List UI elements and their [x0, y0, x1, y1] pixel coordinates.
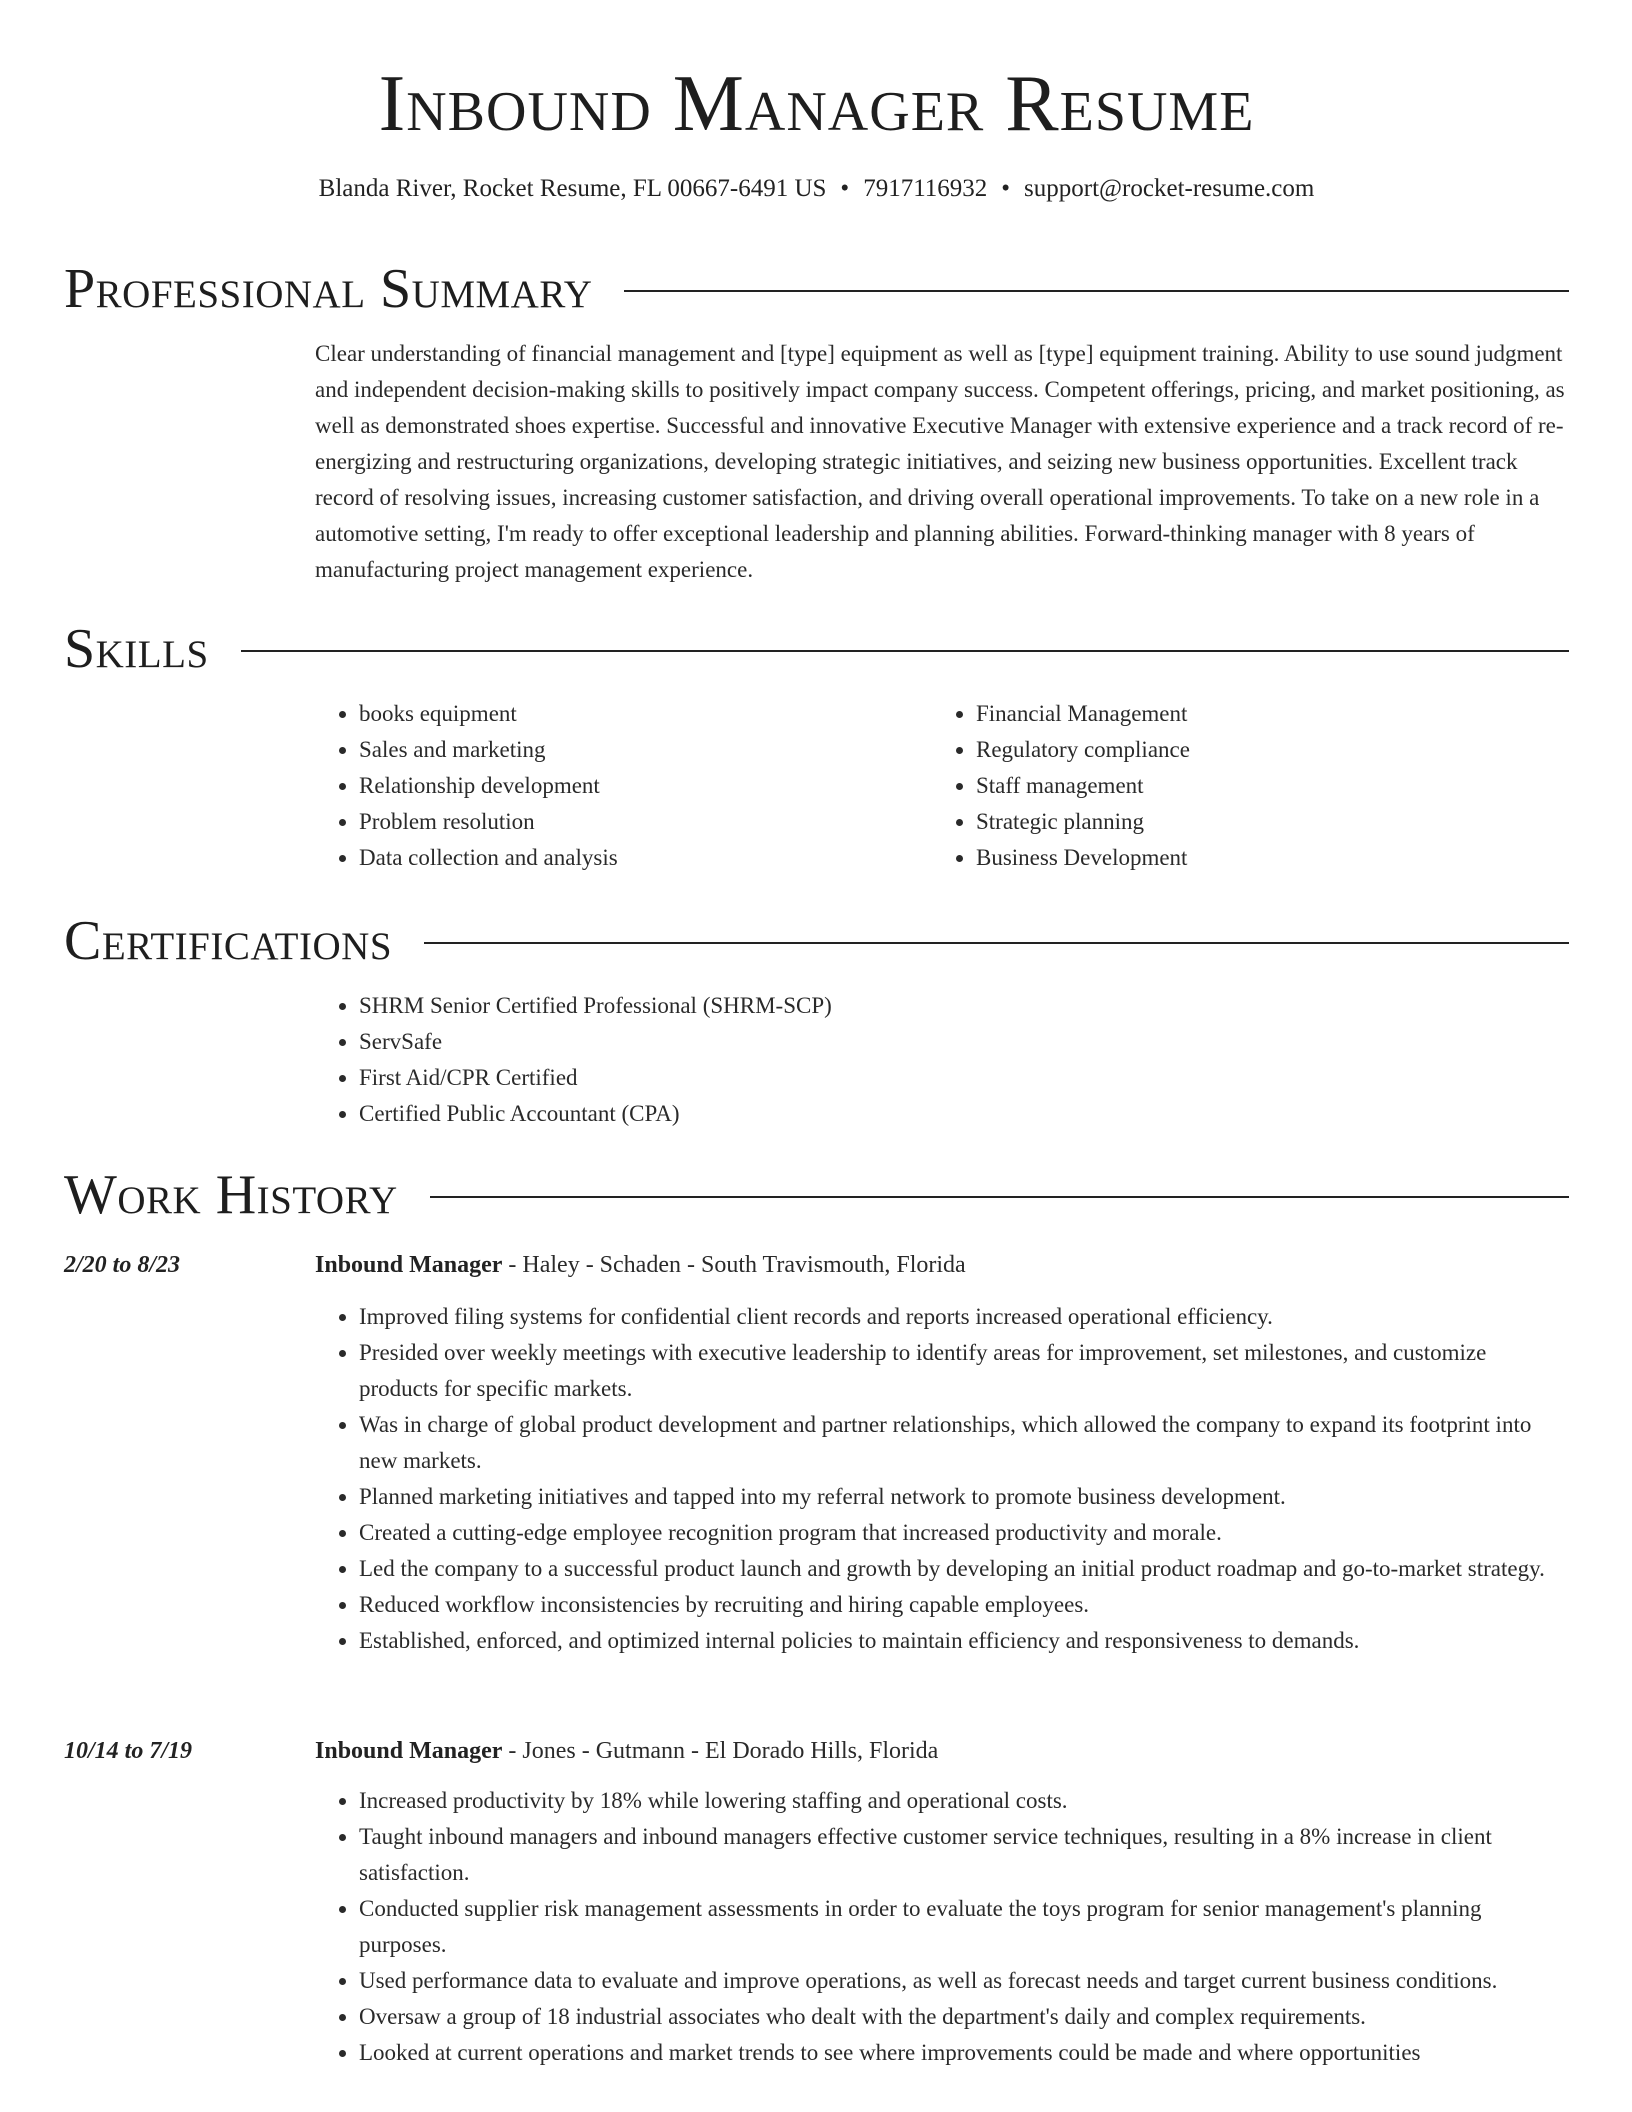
job-header-row — [64, 1733, 1569, 1769]
certification-item: • SHRM Senior Certified Professional (SHRM-SCP) — [359, 988, 1569, 1024]
summary-section — [64, 258, 1569, 588]
certifications-section — [64, 910, 1569, 1132]
job-bullet: • Oversaw a group of 18 industrial associates who dealt with the department's daily and complex requirements. — [359, 1999, 1569, 2035]
job-bullet: • Reduced workflow inconsistencies by recruiting and hiring capable employees. — [359, 1587, 1569, 1623]
job-bullet: • Established, enforced, and optimized internal policies to maintain efficiency and responsiveness to demands. — [359, 1623, 1569, 1659]
contact-phone: 7917116932 — [863, 175, 988, 202]
section-divider — [624, 290, 1569, 292]
section-title-certifications: Certifications — [64, 910, 393, 972]
job-dates: 2/20 to 8/23 — [64, 1252, 181, 1278]
job-bullet: • Taught inbound managers and inbound managers effective customer service techniques, resulting in a 8% increase in client satisfaction. — [359, 1819, 1569, 1891]
job-dates: 10/14 to 7/19 — [64, 1738, 193, 1764]
skill-item: • Business Development — [976, 840, 1549, 876]
certification-item: • First Aid/CPR Certified — [359, 1060, 1569, 1096]
skills-list-right — [932, 696, 1549, 876]
skills-section — [64, 618, 1569, 876]
job-entry — [64, 1733, 1569, 2071]
work-history-section — [64, 1164, 1569, 1226]
section-header — [64, 1164, 1569, 1226]
summary-text: Clear understanding of financial management and [type] equipment as well as [type] equipment training. Ability to use sound judgment and independent decision-making skills to positively impact company success. Competent offerings, pricing, and market positioning, as well as demonstrated shoes expertise. Successful and innovative Executive Manager with extensive experience and a track record of re-energizing and restructuring organizations, developing strategic initiatives, and seizing new business opportunities. Excellent track record of resolving issues, increasing customer satisfaction, and driving overall operational improvements. To take on a new role in a automotive setting, I'm ready to offer exceptional leadership and planning abilities. Forward-thinking manager with 8 years of manufacturing project management experience. — [315, 341, 1565, 582]
skill-item: • Sales and marketing — [359, 732, 932, 768]
section-title-work-history: Work History — [64, 1164, 398, 1226]
contact-separator: • — [1001, 175, 1011, 202]
skill-item: • Regulatory compliance — [976, 732, 1549, 768]
page-title: Inbound Manager Resume — [378, 60, 1255, 148]
section-divider — [241, 650, 1569, 652]
job-bullet: • Used performance data to evaluate and improve operations, as well as forecast needs and target current business conditions. — [359, 1963, 1569, 1999]
job-title: Inbound Manager — [315, 1252, 503, 1278]
skill-item: • Problem resolution — [359, 804, 932, 840]
contact-email: support@rocket-resume.com — [1024, 175, 1315, 202]
job-bullets-wrap — [315, 1299, 1569, 1659]
skill-item: • books equipment — [359, 696, 932, 732]
job-bullet: • Was in charge of global product development and partner relationships, which allowed the company to expand its footprint into new markets. — [359, 1407, 1569, 1479]
skills-list-left — [315, 696, 932, 876]
job-bullet-list — [315, 1299, 1569, 1659]
job-title: Inbound Manager — [315, 1738, 503, 1764]
job-bullet: • Planned marketing initiatives and tapped into my referral network to promote business development. — [359, 1479, 1569, 1515]
contact-separator: • — [840, 175, 850, 202]
job-heading — [315, 1247, 966, 1283]
contact-line — [64, 172, 1569, 206]
certifications-list — [315, 988, 1569, 1132]
job-bullet: • Led the company to a successful product launch and growth by developing an initial product roadmap and go-to-market strategy. — [359, 1551, 1569, 1587]
job-heading — [315, 1733, 938, 1769]
job-bullet: • Looked at current operations and market trends to see where improvements could be made and where opportunities — [359, 2035, 1569, 2071]
section-title-skills: Skills — [64, 618, 209, 680]
certifications-wrap — [315, 988, 1569, 1132]
job-bullet: • Created a cutting-edge employee recognition program that increased productivity and morale. — [359, 1515, 1569, 1551]
skills-columns — [315, 696, 1569, 876]
job-details: - Jones - Gutmann - El Dorado Hills, Florida — [502, 1738, 939, 1764]
contact-address: Blanda River, Rocket Resume, FL 00667-6491 US — [318, 175, 827, 202]
skill-item: • Financial Management — [976, 696, 1549, 732]
skill-item: • Relationship development — [359, 768, 932, 804]
section-divider — [424, 942, 1569, 944]
section-header — [64, 258, 1569, 320]
section-divider — [430, 1196, 1569, 1198]
skill-item: • Staff management — [976, 768, 1549, 804]
section-header — [64, 618, 1569, 680]
job-bullet: • Improved filing systems for confidential client records and reports increased operational efficiency. — [359, 1299, 1569, 1335]
job-details: - Haley - Schaden - South Travismouth, Florida — [502, 1252, 966, 1278]
skill-item: • Data collection and analysis — [359, 840, 932, 876]
skill-item: • Strategic planning — [976, 804, 1549, 840]
job-entry — [64, 1247, 1569, 1659]
job-header-row — [64, 1247, 1569, 1283]
certification-item: • Certified Public Accountant (CPA) — [359, 1096, 1569, 1132]
job-bullets-wrap — [315, 1783, 1569, 2071]
section-header — [64, 910, 1569, 972]
certification-item: • ServSafe — [359, 1024, 1569, 1060]
job-bullet: • Increased productivity by 18% while lowering staffing and operational costs. — [359, 1783, 1569, 1819]
section-title-summary: Professional Summary — [64, 258, 593, 320]
job-bullet: • Presided over weekly meetings with executive leadership to identify areas for improvement, set milestones, and customize products for specific markets. — [359, 1335, 1569, 1407]
job-bullet: • Conducted supplier risk management assessments in order to evaluate the toys program for senior management's planning purposes. — [359, 1891, 1569, 1963]
job-bullet-list — [315, 1783, 1569, 2071]
